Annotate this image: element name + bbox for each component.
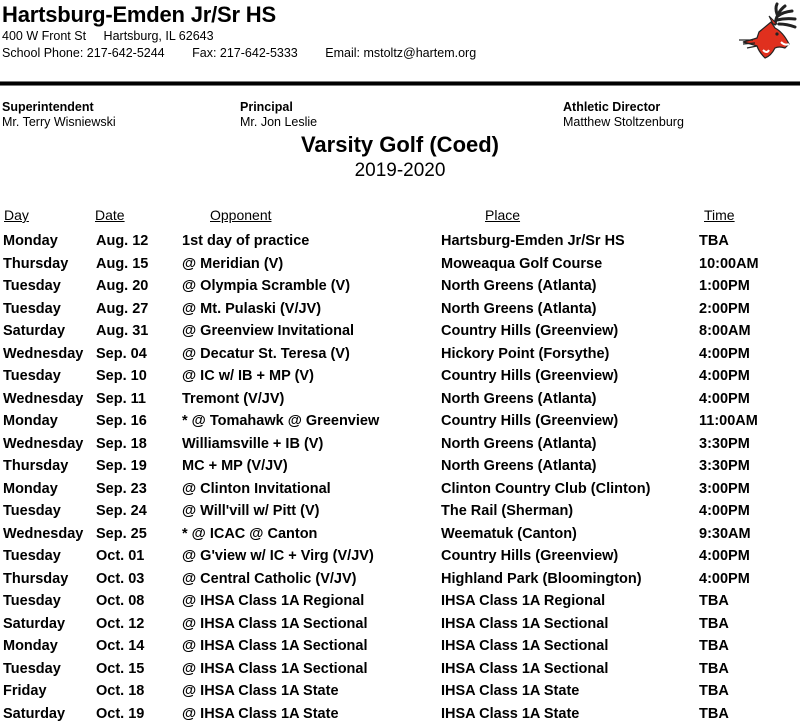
cell-day: Wednesday xyxy=(3,436,83,452)
cell-date: Sep. 23 xyxy=(96,481,147,497)
cell-place: IHSA Class 1A Sectional xyxy=(441,638,608,654)
table-row xyxy=(0,571,800,594)
cell-day: Saturday xyxy=(3,706,65,722)
cell-date: Sep. 25 xyxy=(96,526,147,542)
cell-place: IHSA Class 1A State xyxy=(441,706,579,722)
cell-date: Sep. 19 xyxy=(96,458,147,474)
column-header-opponent: Opponent xyxy=(210,207,272,223)
cell-opponent: @ Meridian (V) xyxy=(182,256,283,272)
cell-time: TBA xyxy=(699,616,729,632)
cell-date: Oct. 19 xyxy=(96,706,144,722)
column-header-time: Time xyxy=(704,207,735,223)
cell-day: Saturday xyxy=(3,323,65,339)
cell-time: 3:30PM xyxy=(699,458,750,474)
cell-date: Sep. 10 xyxy=(96,368,147,384)
season-subtitle: 2019-2020 xyxy=(0,160,800,182)
cell-date: Aug. 31 xyxy=(96,323,148,339)
cell-place: The Rail (Sherman) xyxy=(441,503,573,519)
cell-date: Aug. 15 xyxy=(96,256,148,272)
cell-date: Oct. 12 xyxy=(96,616,144,632)
cell-place: Clinton Country Club (Clinton) xyxy=(441,481,650,497)
table-row xyxy=(0,323,800,346)
school-fax: Fax: 217-642-5333 xyxy=(192,46,298,60)
cell-day: Tuesday xyxy=(3,368,61,384)
cell-date: Sep. 11 xyxy=(96,391,146,407)
table-row xyxy=(0,638,800,661)
cell-opponent: @ IHSA Class 1A Regional xyxy=(182,593,364,609)
cell-time: 8:00AM xyxy=(699,323,751,339)
cell-day: Monday xyxy=(3,413,58,429)
staff-role: Athletic Director xyxy=(563,100,684,115)
cell-opponent: Tremont (V/JV) xyxy=(182,391,284,407)
column-header-day: Day xyxy=(4,207,29,223)
cell-date: Oct. 01 xyxy=(96,548,144,564)
cell-time: TBA xyxy=(699,683,729,699)
cell-date: Sep. 16 xyxy=(96,413,147,429)
street-address: 400 W Front St xyxy=(2,29,86,43)
table-row xyxy=(0,481,800,504)
cell-place: North Greens (Atlanta) xyxy=(441,278,597,294)
cell-opponent: @ Decatur St. Teresa (V) xyxy=(182,346,350,362)
table-row xyxy=(0,683,800,706)
cell-day: Monday xyxy=(3,233,58,249)
cell-day: Wednesday xyxy=(3,346,83,362)
cell-day: Thursday xyxy=(3,256,68,272)
cell-opponent: @ G'view w/ IC + Virg (V/JV) xyxy=(182,548,374,564)
table-row xyxy=(0,233,800,256)
cell-time: TBA xyxy=(699,661,729,677)
table-row xyxy=(0,256,800,279)
city-state-zip: Hartsburg, IL 62643 xyxy=(104,29,214,43)
cell-day: Thursday xyxy=(3,571,68,587)
cell-opponent: @ Clinton Invitational xyxy=(182,481,331,497)
cell-date: Oct. 15 xyxy=(96,661,144,677)
table-row xyxy=(0,391,800,414)
cell-day: Tuesday xyxy=(3,593,61,609)
cell-date: Oct. 03 xyxy=(96,571,144,587)
cell-opponent: 1st day of practice xyxy=(182,233,309,249)
table-row xyxy=(0,503,800,526)
cell-time: 4:00PM xyxy=(699,503,750,519)
table-row xyxy=(0,526,800,549)
cell-date: Sep. 18 xyxy=(96,436,147,452)
cell-place: North Greens (Atlanta) xyxy=(441,301,597,317)
cell-day: Friday xyxy=(3,683,47,699)
cell-place: Weematuk (Canton) xyxy=(441,526,577,542)
cell-date: Oct. 14 xyxy=(96,638,144,654)
table-row xyxy=(0,548,800,571)
cell-opponent: @ Olympia Scramble (V) xyxy=(182,278,350,294)
cell-time: 4:00PM xyxy=(699,346,750,362)
cell-date: Aug. 20 xyxy=(96,278,148,294)
column-header-date: Date xyxy=(95,207,125,223)
staff-name: Mr. Jon Leslie xyxy=(240,115,317,130)
cell-time: 4:00PM xyxy=(699,368,750,384)
cell-opponent: @ IHSA Class 1A Sectional xyxy=(182,661,368,677)
cell-opponent: @ Central Catholic (V/JV) xyxy=(182,571,356,587)
school-address xyxy=(2,29,214,43)
cell-place: IHSA Class 1A State xyxy=(441,683,579,699)
cell-day: Tuesday xyxy=(3,548,61,564)
cell-time: TBA xyxy=(699,593,729,609)
cell-place: Hickory Point (Forsythe) xyxy=(441,346,609,362)
cell-time: 4:00PM xyxy=(699,571,750,587)
cell-opponent: MC + MP (V/JV) xyxy=(182,458,288,474)
cell-place: North Greens (Atlanta) xyxy=(441,436,597,452)
cell-day: Monday xyxy=(3,638,58,654)
cell-place: Country Hills (Greenview) xyxy=(441,548,618,564)
cell-opponent: @ IHSA Class 1A State xyxy=(182,683,339,699)
cell-day: Tuesday xyxy=(3,661,61,677)
cell-opponent: * @ Tomahawk @ Greenview xyxy=(182,413,379,429)
cell-place: Hartsburg-Emden Jr/Sr HS xyxy=(441,233,625,249)
table-row xyxy=(0,278,800,301)
cell-place: IHSA Class 1A Sectional xyxy=(441,661,608,677)
staff-principal xyxy=(240,100,317,130)
cell-place: Highland Park (Bloomington) xyxy=(441,571,642,587)
school-name: Hartsburg-Emden Jr/Sr HS xyxy=(2,2,276,28)
cell-time: 4:00PM xyxy=(699,391,750,407)
cell-time: 4:00PM xyxy=(699,548,750,564)
header-divider xyxy=(0,81,800,86)
cell-opponent: @ IHSA Class 1A Sectional xyxy=(182,616,368,632)
cell-opponent: @ IC w/ IB + MP (V) xyxy=(182,368,314,384)
cell-date: Aug. 12 xyxy=(96,233,148,249)
cell-time: 1:00PM xyxy=(699,278,750,294)
table-row xyxy=(0,661,800,684)
cell-opponent: @ Greenview Invitational xyxy=(182,323,354,339)
cell-day: Wednesday xyxy=(3,391,83,407)
table-row xyxy=(0,346,800,369)
cell-opponent: * @ ICAC @ Canton xyxy=(182,526,317,542)
cell-time: 3:30PM xyxy=(699,436,750,452)
table-row xyxy=(0,413,800,436)
staff-name: Mr. Terry Wisniewski xyxy=(2,115,116,130)
cell-date: Sep. 24 xyxy=(96,503,147,519)
staff-role: Superintendent xyxy=(2,100,116,115)
cell-time: TBA xyxy=(699,233,729,249)
cell-day: Thursday xyxy=(3,458,68,474)
cell-day: Tuesday xyxy=(3,503,61,519)
cell-time: 2:00PM xyxy=(699,301,750,317)
deer-mascot-icon xyxy=(737,2,799,64)
cell-opponent: @ IHSA Class 1A State xyxy=(182,706,339,722)
table-row xyxy=(0,368,800,391)
table-row xyxy=(0,593,800,616)
cell-day: Tuesday xyxy=(3,278,61,294)
table-row xyxy=(0,616,800,639)
school-contact xyxy=(2,46,476,60)
cell-opponent: @ Will'vill w/ Pitt (V) xyxy=(182,503,320,519)
table-row xyxy=(0,706,800,728)
school-phone: School Phone: 217-642-5244 xyxy=(2,46,165,60)
cell-place: North Greens (Atlanta) xyxy=(441,391,597,407)
cell-place: North Greens (Atlanta) xyxy=(441,458,597,474)
cell-date: Sep. 04 xyxy=(96,346,147,362)
cell-day: Tuesday xyxy=(3,301,61,317)
staff-athletic-director xyxy=(563,100,684,130)
cell-place: IHSA Class 1A Regional xyxy=(441,593,605,609)
cell-place: Moweaqua Golf Course xyxy=(441,256,602,272)
cell-opponent: @ IHSA Class 1A Sectional xyxy=(182,638,368,654)
cell-time: 9:30AM xyxy=(699,526,751,542)
staff-superintendent xyxy=(2,100,116,130)
cell-time: 3:00PM xyxy=(699,481,750,497)
cell-opponent: @ Mt. Pulaski (V/JV) xyxy=(182,301,321,317)
cell-day: Wednesday xyxy=(3,526,83,542)
staff-role: Principal xyxy=(240,100,317,115)
staff-name: Matthew Stoltzenburg xyxy=(563,115,684,130)
cell-time: TBA xyxy=(699,638,729,654)
cell-date: Oct. 18 xyxy=(96,683,144,699)
cell-opponent: Williamsville + IB (V) xyxy=(182,436,323,452)
cell-day: Monday xyxy=(3,481,58,497)
cell-date: Aug. 27 xyxy=(96,301,148,317)
table-row xyxy=(0,301,800,324)
table-row xyxy=(0,458,800,481)
cell-time: TBA xyxy=(699,706,729,722)
cell-place: IHSA Class 1A Sectional xyxy=(441,616,608,632)
cell-place: Country Hills (Greenview) xyxy=(441,413,618,429)
table-row xyxy=(0,436,800,459)
school-email: Email: mstoltz@hartem.org xyxy=(325,46,476,60)
cell-day: Saturday xyxy=(3,616,65,632)
cell-time: 11:00AM xyxy=(699,413,758,429)
cell-time: 10:00AM xyxy=(699,256,759,272)
cell-date: Oct. 08 xyxy=(96,593,144,609)
page-title: Varsity Golf (Coed) xyxy=(0,132,800,158)
cell-place: Country Hills (Greenview) xyxy=(441,323,618,339)
cell-place: Country Hills (Greenview) xyxy=(441,368,618,384)
column-header-place: Place xyxy=(485,207,520,223)
